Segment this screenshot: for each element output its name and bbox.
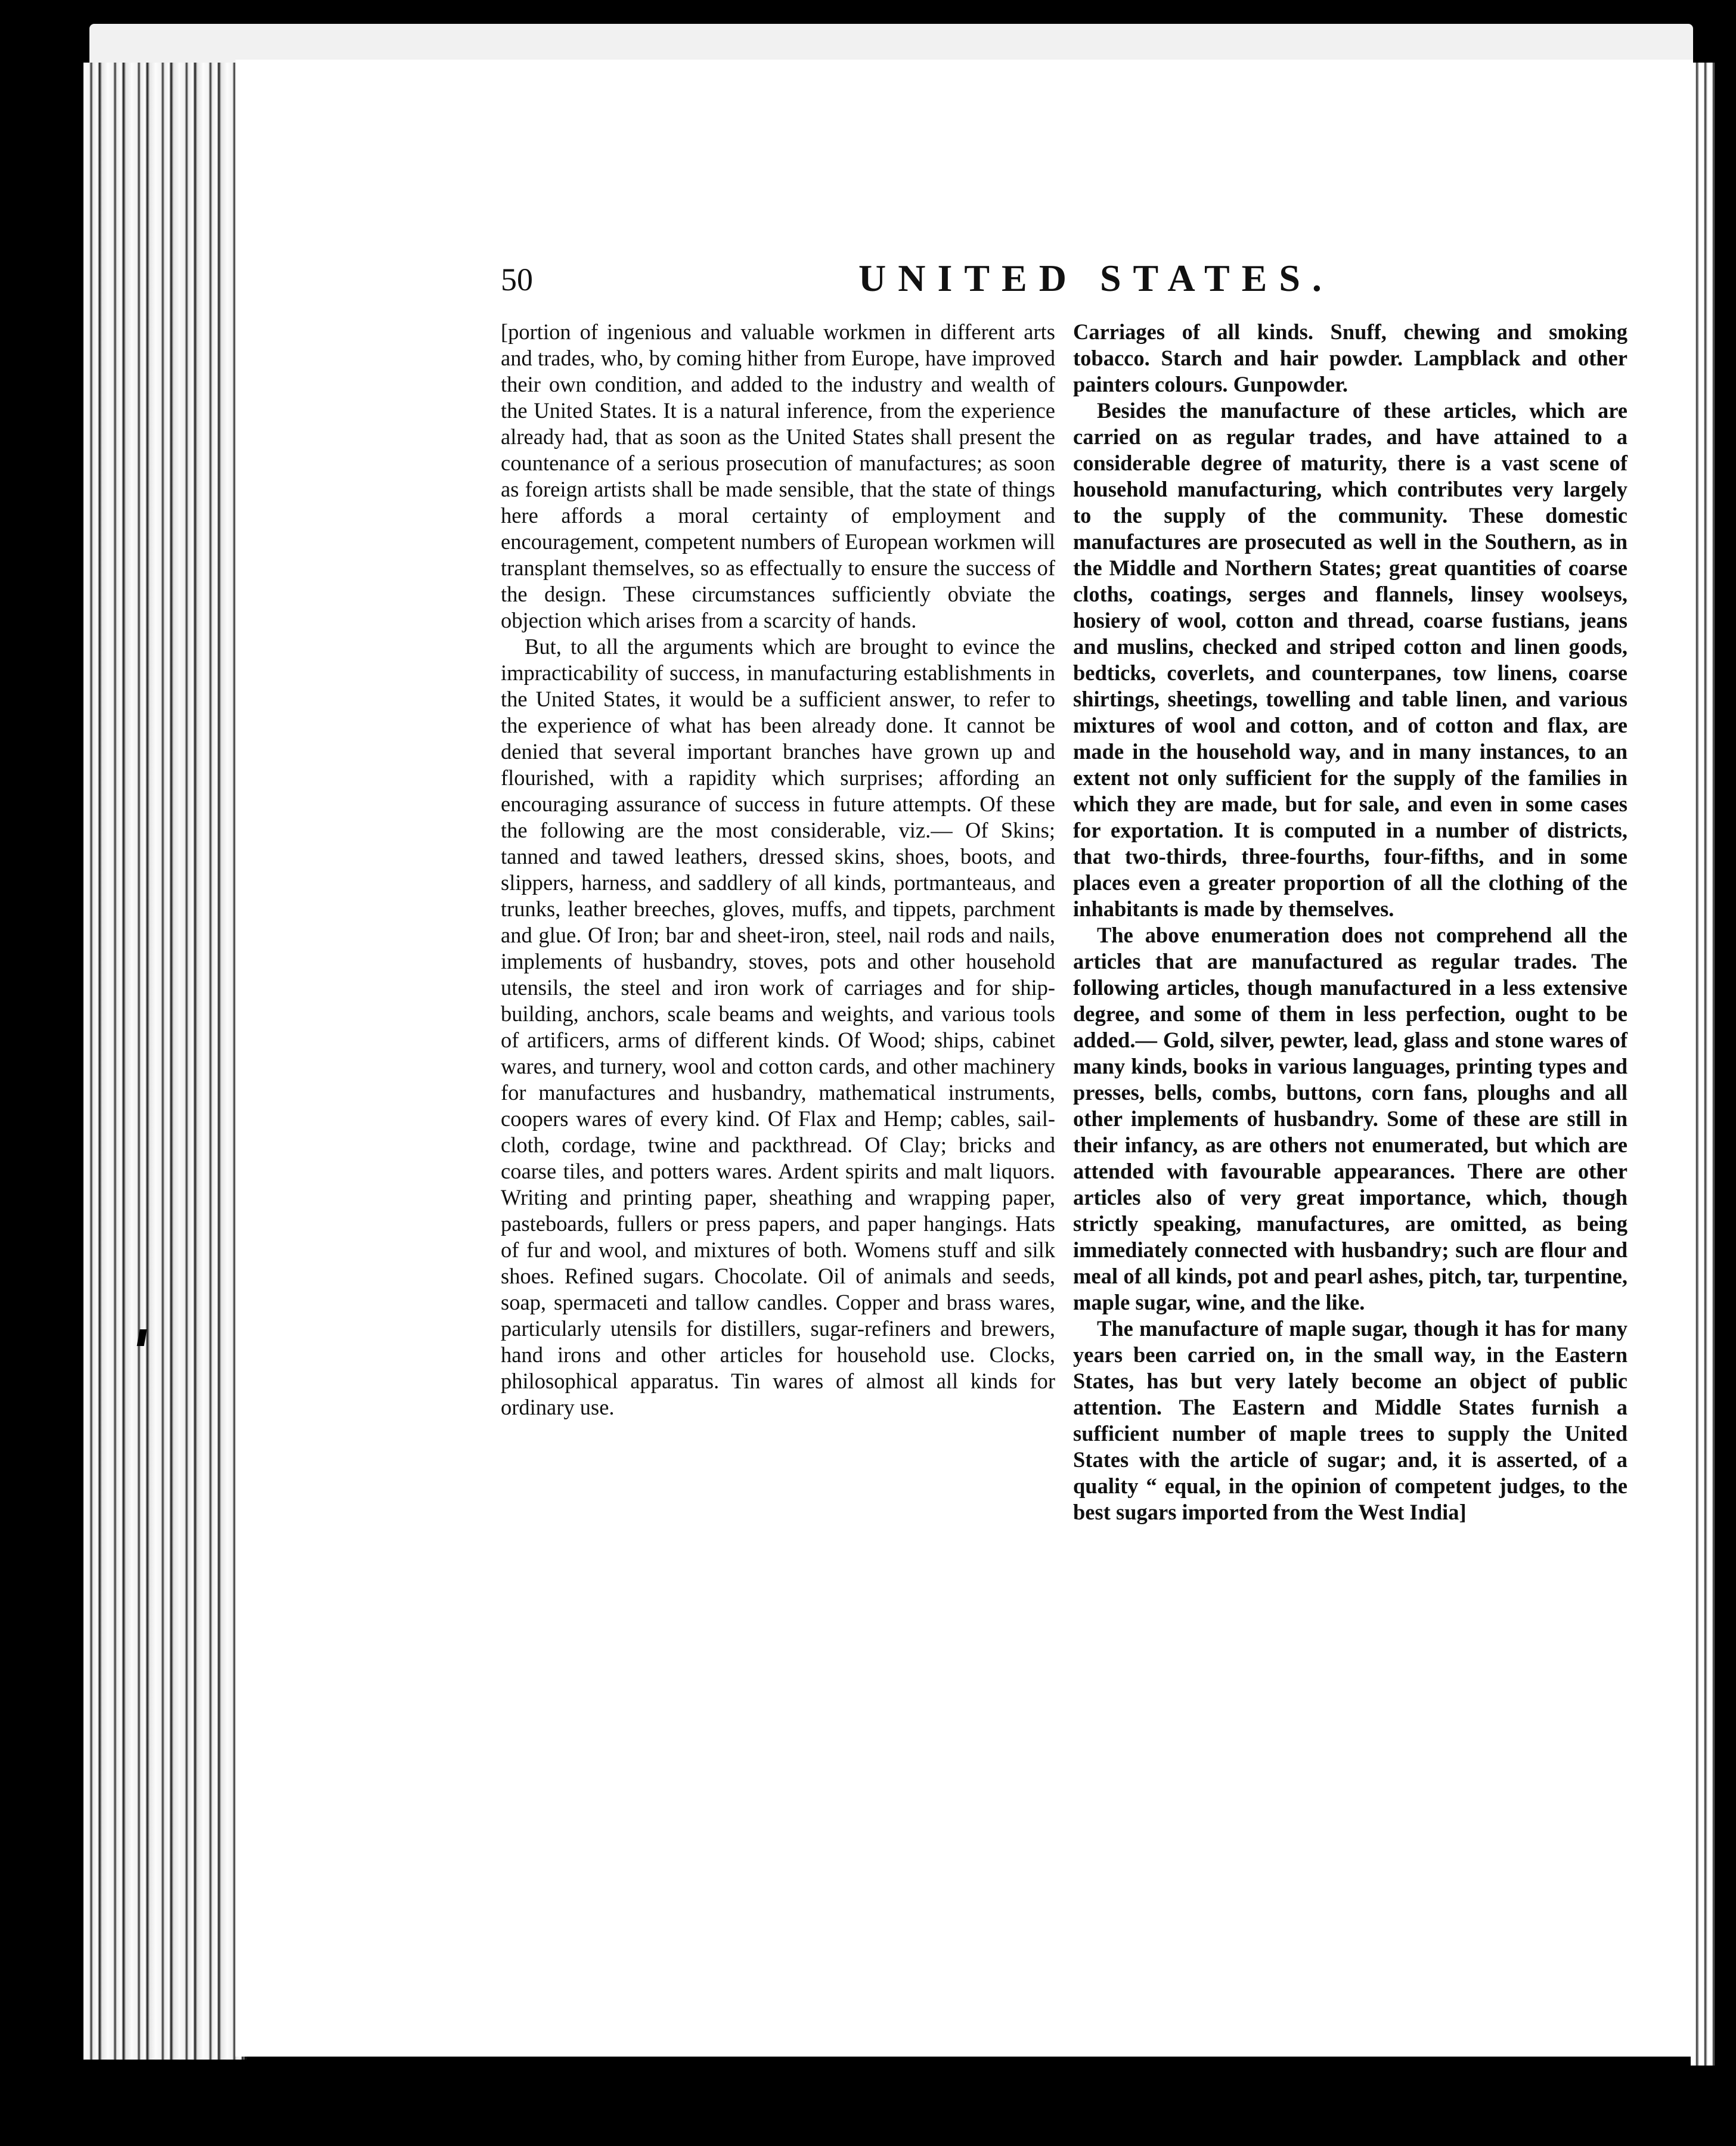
right-text-column — [1073, 319, 1628, 1525]
right-page-rim — [1691, 63, 1715, 2066]
left-text-column — [501, 319, 1055, 1421]
page-number: 50 — [501, 262, 533, 297]
running-title: UNITED STATES. — [858, 257, 1334, 299]
paragraph: But, to all the arguments which are brought to evince the impracticability of success, in manufacturing establishments in the United States, it would be a sufficient answer, to refer to the experience of what has been already done. It cannot be denied that several important branches have grown up and flourished, with a rapidity which surprises; affording an encouraging assurance of success in future attempts. Of these the following are the most considerable, viz.— Of Skins; tanned and tawed leathers, dressed skins, shoes, boots, and slippers, harness, and saddlery of all kinds, portmanteaus, and trunks, leather breeches, gloves, muffs, and tippets, parchment and glue. Of Iron; bar and sheet-iron, steel, nail rods and nails, implements of husbandry, stoves, pots and other household utensils, the steel and iron work of carriages and for ship-building, anchors, scale beams and weights, and various tools of artificers, arms of different kinds. Of Wood; ships, cabinet wares, and turnery, wool and cotton cards, and other machinery for manufactures and husbandry, mathematical instruments, coopers wares of every kind. Of Flax and Hemp; cables, sail-cloth, cordage, twine and packthread. Of Clay; bricks and coarse tiles, and potters wares. Ardent spirits and malt liquors. Writing and printing paper, sheathing and wrapping paper, pasteboards, fullers or press papers, and paper hangings. Hats of fur and wool, and mixtures of both. Womens stuff and silk shoes. Refined sugars. Chocolate. Oil of animals and seeds, soap, spermaceti and tallow candles. Copper and brass wares, particularly utensils for distillers, sugar-refiners and brewers, hand irons and other articles for household use. Clocks, philosophical apparatus. Tin wares of almost all kinds for ordinary use. — [501, 634, 1055, 1419]
paragraph: Besides the manufacture of these articles, which are carried on as regular trades, and have attained to a considerable degree of maturity, there is a vast scene of household manufacturing, which contributes very largely to the supply of the community. These domestic manufactures are prosecuted as well in the Southern, as in the Middle and Northern States; great quantities of coarse cloths, coatings, serges and flannels, linsey woolseys, hosiery of wool, cotton and thread, coarse fustians, jeans and muslins, checked and striped cotton and linen goods, bedticks, coverlets, and counterpanes, tow linens, coarse shirtings, sheetings, towelling and table linen, and various mixtures of wool and cotton, and of cotton and flax, are made in the household way, and in many instances, to an extent not only sufficient for the supply of the families in which they are made, but for sale, and even in some cases for exportation. It is computed in a number of districts, that two-thirds, three-fourths, four-fifths, and in some places even a greater proportion of all the clothing of the inhabitants is made by themselves. — [1073, 398, 1628, 921]
paragraph: The manufacture of maple sugar, though it has for many years been carried on, in the small way, in the Eastern States, has but very lately become an object of public attention. The Eastern and Middle States furnish a sufficient number of maple trees to supply the United States with the article of sugar; and, it is asserted, of a quality “ equal, in the opinion of competent judges, to the best sugars imported from the West India] — [1073, 1316, 1628, 1524]
book-page-edges — [83, 63, 247, 2060]
paragraph: The above enumeration does not comprehend all the articles that are manufactured as regular trades. The following articles, though manufactured in a less extensive degree, and some of them in less perfection, ought to be added.— Gold, silver, pewter, lead, glass and stone wares of many kinds, books in various languages, printing types and presses, bells, combs, buttons, corn fans, ploughs and all other implements of husbandry. Some of these are still in their infancy, as are others not enumerated, but which are attended with favourable appearances. There are other articles also of very great importance, which, though strictly speaking, manufactures, are omitted, as being immediately connected with husbandry; such are flour and meal of all kinds, pot and pearl ashes, pitch, tar, turpentine, maple sugar, wine, and the like. — [1073, 923, 1628, 1314]
paragraph: [portion of ingenious and valuable workmen in different arts and trades, who, by coming hither from Europe, have improved their own condition, and added to the industry and wealth of the United States. It is a natural inference, from the experience already had, that as soon as the United States shall present the countenance of a serious prosecution of manufactures; as soon as foreign artists shall be made sensible, that the state of things here affords a moral certainty of employment and encouragement, competent numbers of European workmen will transplant themselves, so as effectually to ensure the success of the design. These circumstances sufficiently obviate the objection which arises from a scarcity of hands. — [501, 320, 1055, 632]
paragraph: Carriages of all kinds. Snuff, chewing and smoking tobacco. Starch and hair powder. Lampblack and other painters colours. Gunpowder. — [1073, 320, 1628, 396]
running-head — [501, 256, 1598, 304]
